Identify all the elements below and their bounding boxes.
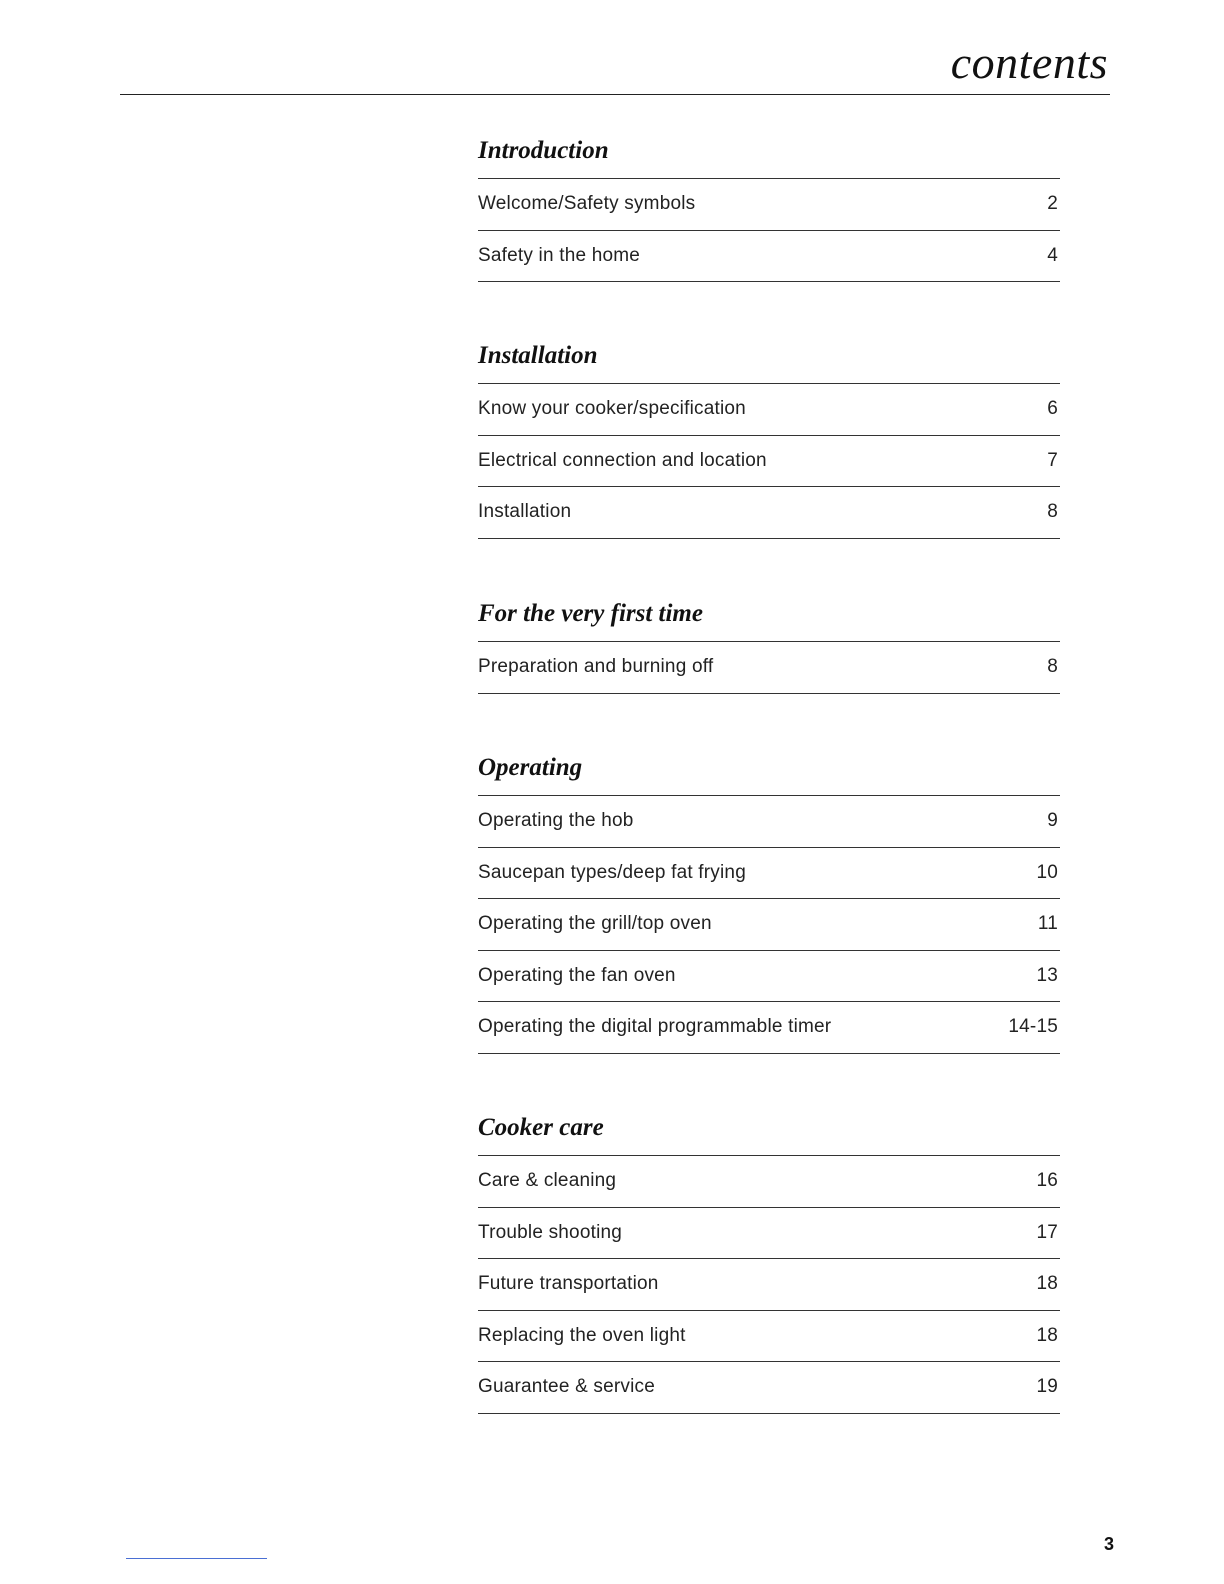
entry-page-number: 10 <box>1036 861 1058 883</box>
toc-entry[interactable] <box>478 1002 1060 1054</box>
entry-page-number: 18 <box>1036 1324 1058 1346</box>
entry-list <box>478 383 1060 539</box>
toc-entry[interactable] <box>478 848 1060 900</box>
section-first-time <box>478 599 1060 694</box>
toc-entry[interactable] <box>478 384 1060 436</box>
entry-label: Care & cleaning <box>478 1170 617 1192</box>
entry-list <box>478 795 1060 1054</box>
entry-label: Know your cooker/specification <box>478 398 746 420</box>
entry-label: Trouble shooting <box>478 1221 623 1243</box>
entry-label: Operating the hob <box>478 810 634 832</box>
entry-page-number: 4 <box>1047 244 1058 266</box>
toc-entry[interactable] <box>478 1259 1060 1311</box>
entry-page-number: 8 <box>1047 656 1058 678</box>
section-heading: Operating <box>478 754 583 781</box>
toc-entry[interactable] <box>478 231 1060 283</box>
entry-list <box>478 178 1060 282</box>
entry-page-number: 13 <box>1036 964 1058 986</box>
toc-entry[interactable] <box>478 179 1060 231</box>
entry-page-number: 9 <box>1047 810 1058 832</box>
entry-page-number: 8 <box>1047 501 1058 523</box>
toc-entry[interactable] <box>478 1362 1060 1414</box>
section-operating <box>478 753 1060 1054</box>
section-heading: Cooker care <box>478 1114 604 1141</box>
entry-label: Operating the grill/top oven <box>478 913 712 935</box>
toc-entry[interactable] <box>478 796 1060 848</box>
toc-entry[interactable] <box>478 642 1060 694</box>
section-heading: Introduction <box>478 137 609 164</box>
page-title: contents <box>950 37 1108 88</box>
entry-label: Safety in the home <box>478 244 641 266</box>
entry-label: Future transportation <box>478 1273 659 1295</box>
entry-label: Installation <box>478 501 572 523</box>
page-number: 3 <box>1103 1534 1114 1554</box>
entry-page-number: 11 <box>1037 913 1058 935</box>
section-heading: For the very first time <box>478 600 703 627</box>
toc-entry[interactable] <box>478 951 1060 1003</box>
entry-page-number: 19 <box>1036 1376 1058 1398</box>
toc-entry[interactable] <box>478 487 1060 539</box>
entry-page-number: 17 <box>1036 1221 1058 1243</box>
toc-entry[interactable] <box>478 1208 1060 1260</box>
entry-page-number: 18 <box>1036 1273 1058 1295</box>
toc-entry[interactable] <box>478 436 1060 488</box>
entry-label: Operating the digital programmable timer <box>478 1016 832 1038</box>
entry-list <box>478 1155 1060 1414</box>
entry-label: Welcome/Safety symbols <box>478 193 696 215</box>
title-rule <box>120 94 1110 95</box>
toc-entry[interactable] <box>478 899 1060 951</box>
entry-label: Electrical connection and location <box>478 449 767 471</box>
entry-label: Replacing the oven light <box>478 1324 686 1346</box>
entry-page-number: 6 <box>1047 398 1058 420</box>
entry-page-number: 14-15 <box>1008 1016 1058 1038</box>
section-introduction <box>478 136 1060 282</box>
section-cooker-care <box>478 1113 1060 1414</box>
entry-page-number: 2 <box>1047 193 1058 215</box>
section-installation <box>478 341 1060 539</box>
entry-label: Preparation and burning off <box>478 656 714 678</box>
toc-entry[interactable] <box>478 1156 1060 1208</box>
toc-entry[interactable] <box>478 1311 1060 1363</box>
entry-page-number: 16 <box>1036 1170 1058 1192</box>
entry-label: Guarantee & service <box>478 1376 655 1398</box>
footer-rule <box>126 1558 267 1559</box>
entry-label: Operating the fan oven <box>478 964 676 986</box>
section-heading: Installation <box>478 342 598 369</box>
entry-page-number: 7 <box>1047 449 1058 471</box>
entry-list <box>478 641 1060 694</box>
entry-label: Saucepan types/deep fat frying <box>478 861 746 883</box>
